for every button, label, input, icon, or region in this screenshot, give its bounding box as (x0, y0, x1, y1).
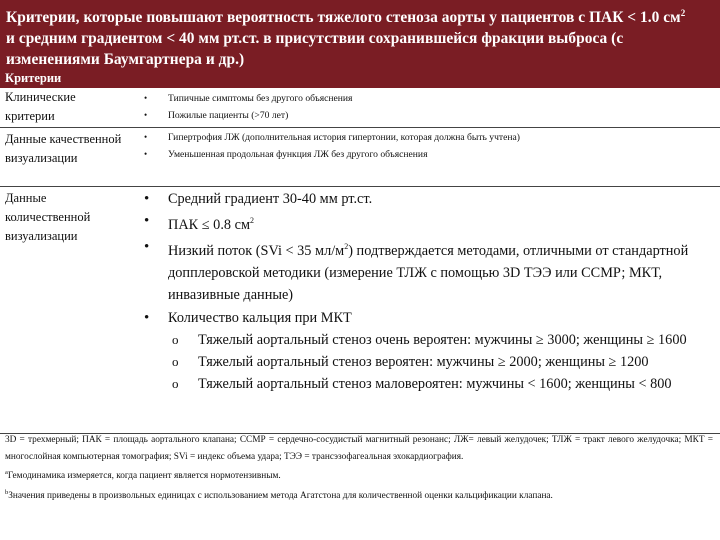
row-label: Клинические критерии (5, 90, 76, 123)
list-item: • Низкий поток (SVi < 35 $мл/м^2$) подтверждается методами, отличными от стандартной допплеровской методики (измерение ТЛЖ с помощью 3D ТЭЭ или ССМР; МКТ, инвазивные данные) (144, 236, 716, 306)
sub-list-item: o Тяжелый аортальный стеноз вероятен: мужчины ≥ 2000; женщины ≥ 1200 (144, 351, 716, 373)
calcium-sublist (144, 329, 716, 396)
title-line-1: Критерии, которые повышают вероятность тяжелого стеноза аорты у пациентов с ПАК < 1.0 $см^2$ (6, 8, 686, 27)
list-item: • Средний градиент 30-40 мм рт.ст. (144, 188, 716, 210)
table-row-quantitative-imaging (0, 187, 720, 434)
list-item: • ПАК ≤ 0.8 $см^2$ (144, 210, 716, 236)
list-item: • Типичные симптомы без другого объяснения (144, 90, 716, 107)
criteria-list (144, 90, 716, 124)
title-line-2: и средним градиентом < 40 мм рт.ст. в присутствии сохранившейся фракции выброса (с (6, 30, 624, 48)
list-item: • Количество кальция при МКТ o Тяжелый аортальный стеноз очень вероятен: мужчины ≥ 3000; женщины ≥ 1600 o Тяжелый аортальный стеноз вероятен: мужчины ≥ 2000; женщины ≥ 1200 o Тяжелый аортальный стеноз маловероятен: мужчины < 1600; женщины < 800 (144, 307, 716, 396)
footnotes (5, 432, 713, 505)
footnote-a: $^a$Гемодинамика измеряется, когда пациент является нормотензивным. (5, 469, 281, 482)
footnote-b: $^b$Значения приведены в произвольных единицах с использованием метода Агатстона для количественной оценки кальцификации клапана. (5, 488, 553, 501)
row-label: Данные количественной визуализации (5, 191, 91, 243)
sub-list-item: o Тяжелый аортальный стеноз очень вероятен: мужчины ≥ 3000; женщины ≥ 1600 (144, 329, 716, 351)
list-item: • Пожилые пациенты (>70 лет) (144, 107, 716, 124)
criteria-list (144, 188, 716, 395)
row-label: Данные качественной визуализации (5, 132, 122, 165)
sub-list-item: o Тяжелый аортальный стеноз маловероятен: мужчины < 1600; женщины < 800 (144, 373, 716, 395)
table-header: Критерии (0, 71, 720, 88)
title-line-3: изменениями Баумгартнера и др.) (6, 51, 245, 69)
criteria-table (0, 71, 720, 434)
slide-title (0, 0, 720, 71)
criteria-list (144, 129, 716, 163)
abbreviations-note: 3D = трехмерный; ПАК = площадь аортального клапана; ССМР = сердечно-сосудистый магнитный резонанс; ЛЖ= левый желудочек; ТЛЖ = тракт левого желудочка; МКТ = многослойная компьютерная томография; SVi = индекс объема удара; ТЭЭ = трансэзофагеальная эхокардиография. (5, 435, 713, 462)
table-row-clinical (0, 88, 720, 128)
table-row-qualitative-imaging (0, 128, 720, 187)
list-item: • Гипертрофия ЛЖ (дополнительная история гипертонии, которая должна быть учтена) (144, 129, 716, 146)
list-item: • Уменьшенная продольная функция ЛЖ без другого объяснения (144, 146, 716, 163)
